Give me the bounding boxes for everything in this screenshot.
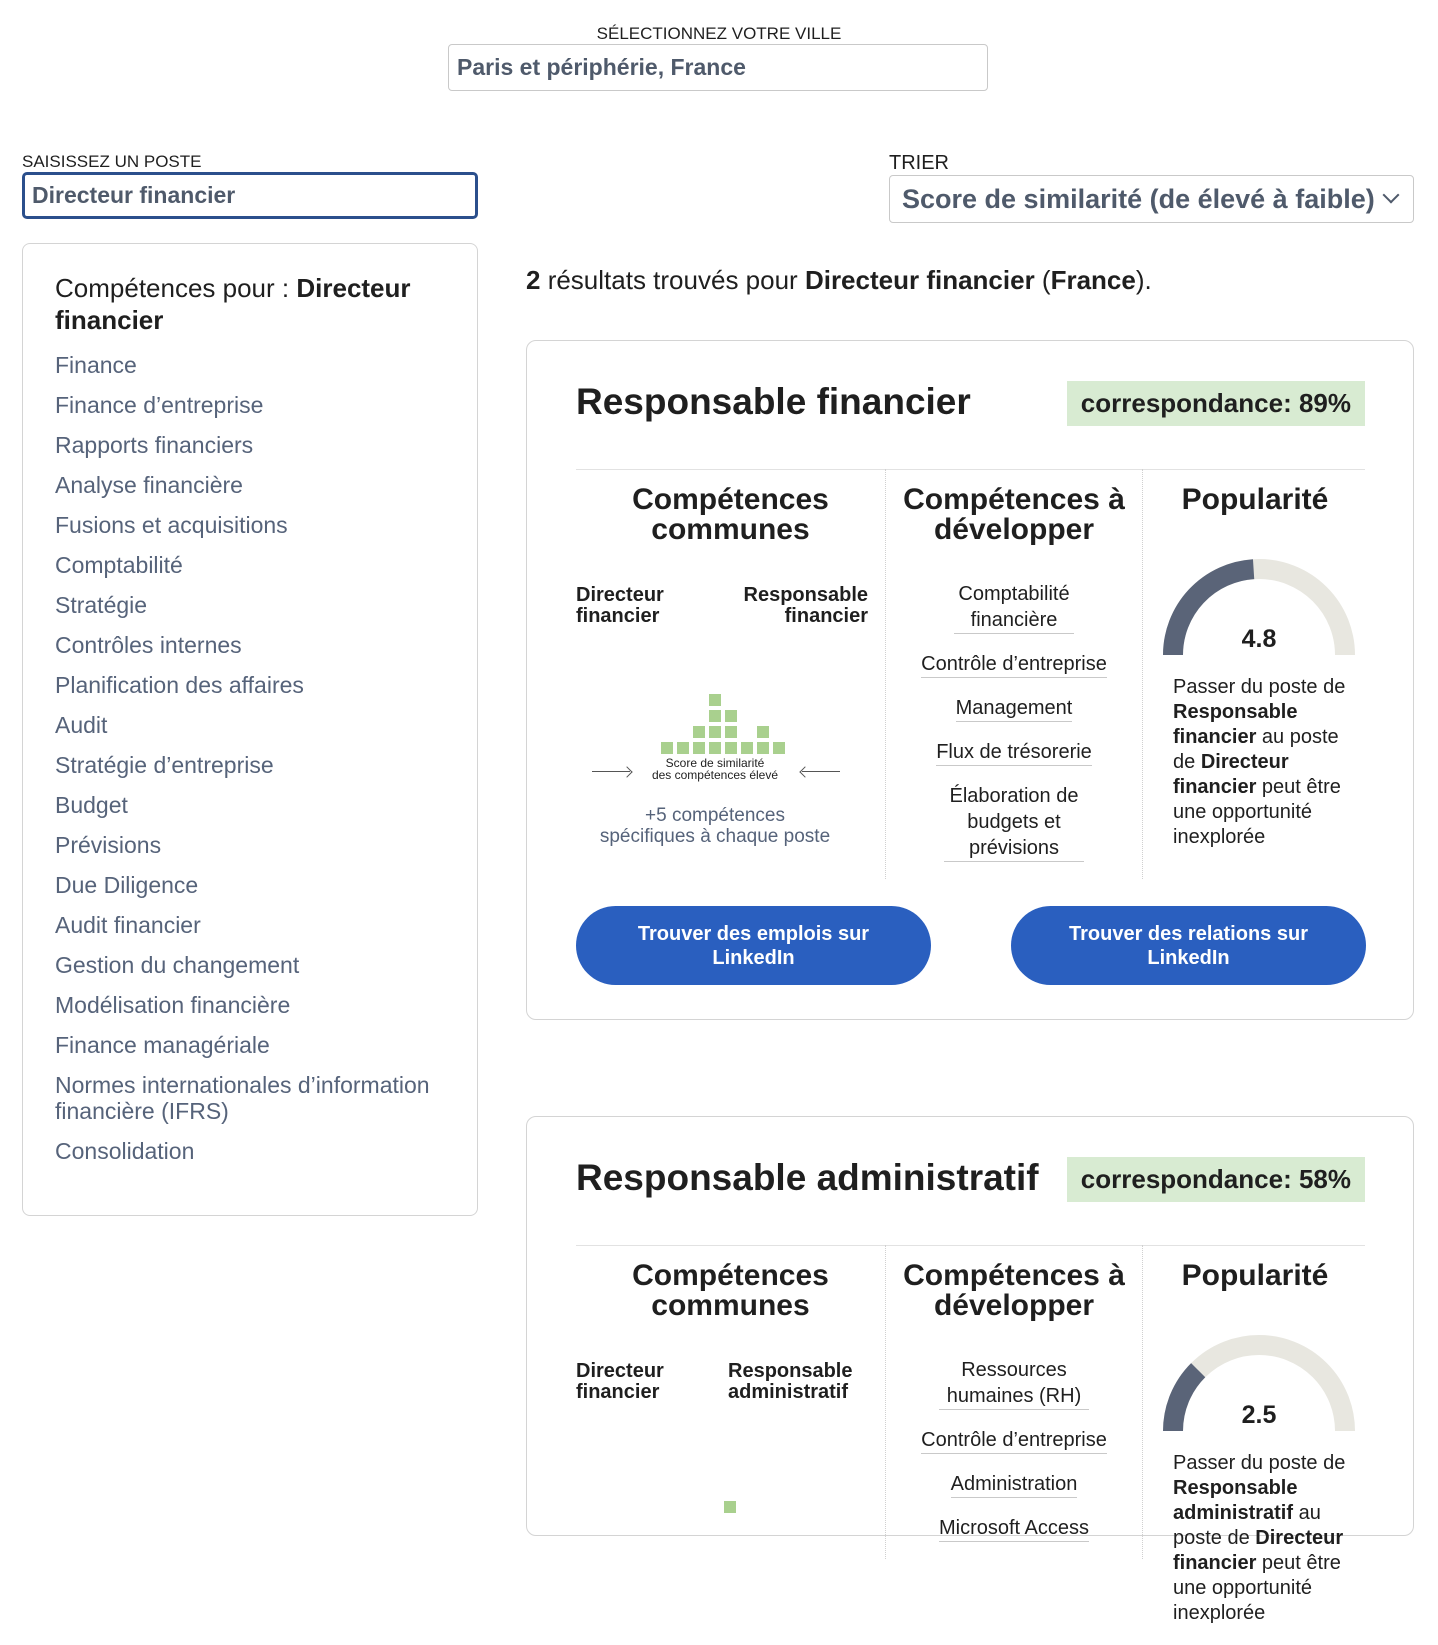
- result-card: [526, 340, 1414, 1020]
- popularity-heading: Popularité: [1181, 1259, 1329, 1292]
- develop-skill-link[interactable]: Flux de trésorerie: [936, 739, 1092, 766]
- similarity-blocks: [576, 1245, 885, 1645]
- common-skills-heading: Compétences communes: [632, 1259, 829, 1322]
- popularity-text-part: peut être une opportunité inexplorée: [1173, 776, 1341, 848]
- skill-item[interactable]: Due Diligence: [55, 872, 199, 898]
- develop-skill-link[interactable]: Microsoft Access: [939, 1515, 1089, 1542]
- skill-block: [741, 742, 753, 754]
- develop-skill-link[interactable]: Administration: [951, 1471, 1078, 1498]
- skill-item[interactable]: Rapports financiers: [55, 432, 254, 458]
- skill-item[interactable]: Audit financier: [55, 912, 201, 938]
- skill-item[interactable]: Stratégie d’entreprise: [55, 752, 274, 778]
- popularity-text-part: au poste de: [1173, 726, 1339, 773]
- common-skills-column: [576, 469, 885, 847]
- skill-item[interactable]: Modélisation financière: [55, 992, 291, 1018]
- popularity-text: [1143, 675, 1367, 850]
- skill-block: [709, 742, 721, 754]
- skills-title: [55, 272, 445, 336]
- popularity-gauge: [1161, 1335, 1357, 1435]
- common-skills-column: [576, 1245, 885, 1421]
- skill-item[interactable]: Finance d’entreprise: [55, 392, 264, 418]
- skill-item[interactable]: Budget: [55, 792, 128, 818]
- target-job-label: Responsable administratif: [728, 1360, 853, 1403]
- develop-skills-heading: Compétences à développer: [903, 1259, 1125, 1322]
- skill-block: [757, 726, 769, 738]
- skill-item[interactable]: Finance: [55, 352, 137, 378]
- popularity-heading: Popularité: [1181, 483, 1329, 516]
- skill-item[interactable]: Fusions et acquisitions: [55, 512, 288, 538]
- job-title[interactable]: Responsable administratif: [576, 1157, 1039, 1198]
- skill-block: [709, 710, 721, 722]
- skill-block: [661, 742, 673, 754]
- skills-title-prefix: Compétences pour :: [55, 273, 297, 303]
- to-job: Directeur financier: [1173, 1527, 1344, 1574]
- skills-panel: [22, 243, 478, 1216]
- results-job: Directeur financier: [804, 265, 1035, 295]
- result-card: [526, 1116, 1414, 1624]
- find-jobs-button[interactable]: Trouver des emplois sur LinkedIn: [576, 906, 931, 985]
- develop-skill-link[interactable]: Management: [956, 695, 1073, 722]
- skill-item[interactable]: Analyse financière: [55, 472, 243, 498]
- sort-label: TRIER: [889, 152, 949, 174]
- post-input[interactable]: [22, 172, 478, 219]
- develop-skills-list: [886, 1357, 1142, 1559]
- skill-block: [709, 694, 721, 706]
- results-country: France: [1050, 265, 1136, 295]
- skill-item[interactable]: Stratégie: [55, 592, 148, 618]
- skill-block: [725, 742, 737, 754]
- from-job: Responsable financier: [1173, 701, 1298, 748]
- similarity-caption-line: Score de similarité: [665, 756, 765, 770]
- skill-item[interactable]: Consolidation: [55, 1138, 195, 1164]
- skill-block: [709, 726, 721, 738]
- skill-item[interactable]: Finance managériale: [55, 1032, 270, 1058]
- popularity-value: 4.8: [1241, 625, 1277, 653]
- target-job-label: Responsable financier: [743, 584, 868, 627]
- develop-skill-link[interactable]: Comptabilité financière: [954, 581, 1074, 634]
- skill-item[interactable]: Audit: [55, 712, 108, 738]
- post-label: SAISISSEZ UN POSTE: [22, 152, 202, 171]
- popularity-column: [1143, 469, 1367, 850]
- skill-item[interactable]: Prévisions: [55, 832, 162, 858]
- source-job-label: Directeur financier: [576, 1360, 664, 1403]
- job-title[interactable]: Responsable financier: [576, 381, 971, 422]
- skill-block: [724, 1501, 736, 1513]
- skill-block: [773, 742, 785, 754]
- popularity-column: [1143, 1245, 1367, 1626]
- match-badge: correspondance: 89%: [1067, 381, 1365, 426]
- city-input[interactable]: [448, 44, 988, 91]
- develop-skill-link[interactable]: Contrôle d’entreprise: [921, 1427, 1107, 1454]
- skill-block: [693, 742, 705, 754]
- develop-skills-heading: Compétences à développer: [903, 483, 1125, 546]
- specific-skills-text: +5 compétences spécifiques à chaque poste: [599, 805, 831, 847]
- popularity-text-part: Passer du poste de: [1173, 676, 1346, 698]
- skill-item[interactable]: Comptabilité: [55, 552, 183, 578]
- sort-select-value: Score de similarité (de élevé à faible): [902, 183, 1375, 214]
- sort-select[interactable]: [889, 175, 1414, 223]
- skill-item[interactable]: Contrôles internes: [55, 632, 242, 658]
- develop-skill-link[interactable]: Contrôle d’entreprise: [921, 651, 1107, 678]
- results-count: 2: [526, 265, 541, 295]
- to-job: Directeur financier: [1173, 751, 1289, 798]
- skills-title-job: Directeur financier: [55, 273, 411, 335]
- similarity-caption-line: des compétences élevé: [651, 768, 779, 782]
- skill-block: [725, 710, 737, 722]
- skill-item[interactable]: Gestion du changement: [55, 952, 300, 978]
- skill-list: [55, 352, 445, 1164]
- popularity-value: 2.5: [1241, 1401, 1277, 1429]
- popularity-gauge: [1161, 559, 1357, 659]
- skill-item[interactable]: Normes internationales d’information financière (IFRS): [55, 1072, 430, 1124]
- skill-item[interactable]: Planification des affaires: [55, 672, 304, 698]
- popularity-text-part: au poste de: [1173, 1502, 1321, 1549]
- results-summary: [526, 265, 1152, 296]
- source-job-label: Directeur financier: [576, 584, 664, 627]
- results-text: ).: [1135, 265, 1152, 295]
- popularity-text: [1143, 1451, 1367, 1626]
- develop-skills-column: [885, 1245, 1143, 1559]
- popularity-text-part: Passer du poste de: [1173, 1452, 1346, 1474]
- similarity-caption: [576, 757, 854, 781]
- common-skills-heading: Compétences communes: [632, 483, 829, 546]
- chevron-down-icon: [1383, 187, 1400, 204]
- results-text: (: [1034, 265, 1051, 295]
- develop-skill-link[interactable]: Élaboration de budgets et prévisions: [944, 783, 1084, 862]
- from-job: Responsable administratif: [1173, 1477, 1298, 1524]
- city-label: SÉLECTIONNEZ VOTRE VILLE: [596, 24, 842, 43]
- develop-skills-column: [885, 469, 1143, 879]
- develop-skill-link[interactable]: Ressources humaines (RH): [939, 1357, 1089, 1410]
- results-text: résultats trouvés pour: [540, 265, 805, 295]
- skill-block: [757, 742, 769, 754]
- develop-skills-list: [886, 581, 1142, 879]
- popularity-text-part: peut être une opportunité inexplorée: [1173, 1552, 1341, 1624]
- skill-block: [677, 742, 689, 754]
- match-badge: correspondance: 58%: [1067, 1157, 1365, 1202]
- skill-block: [693, 726, 705, 738]
- find-relations-button[interactable]: Trouver des relations sur LinkedIn: [1011, 906, 1366, 985]
- skill-block: [725, 726, 737, 738]
